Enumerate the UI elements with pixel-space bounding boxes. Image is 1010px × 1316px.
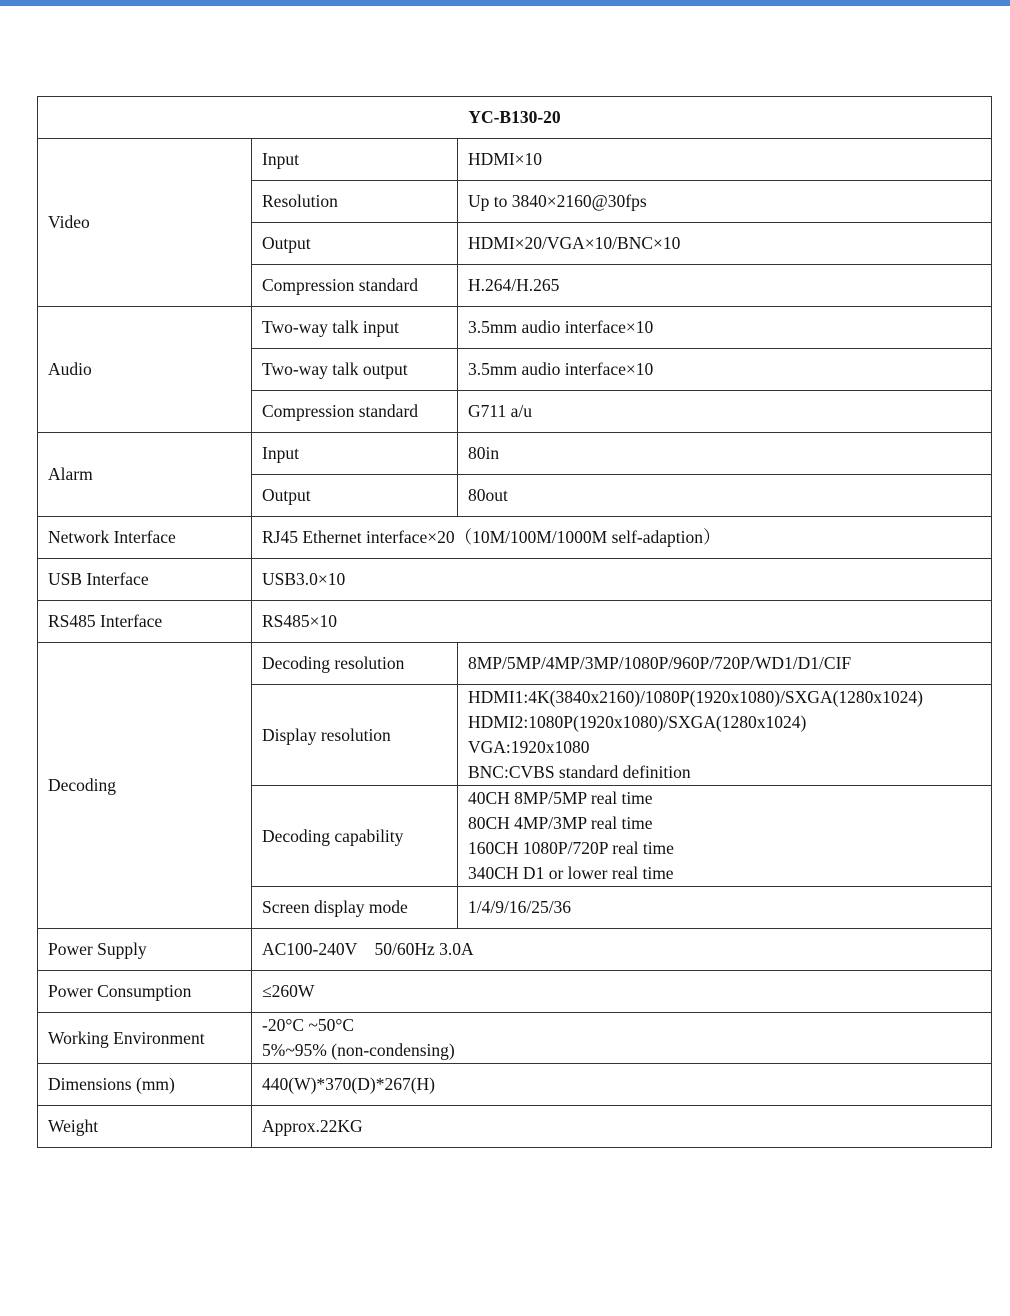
value-line: BNC:CVBS standard definition — [468, 762, 691, 782]
table-row — [38, 601, 992, 643]
value-line: VGA:1920x1080 — [468, 737, 590, 757]
table-row — [38, 1013, 992, 1064]
table-row — [38, 643, 992, 685]
category-dimensions: Dimensions (mm) — [38, 1064, 252, 1106]
spec-value: 3.5mm audio interface×10 — [458, 349, 992, 391]
spec-value: 3.5mm audio interface×10 — [458, 307, 992, 349]
value-line: 160CH 1080P/720P real time — [468, 838, 674, 858]
spec-value-multiline — [458, 685, 992, 786]
spec-value: RS485×10 — [252, 601, 992, 643]
value-line: 340CH D1 or lower real time — [468, 863, 674, 883]
spec-value: H.264/H.265 — [458, 265, 992, 307]
top-accent-bar — [0, 0, 1010, 6]
category-network-interface: Network Interface — [38, 517, 252, 559]
table-row — [38, 971, 992, 1013]
spec-value: USB3.0×10 — [252, 559, 992, 601]
spec-value: HDMI×10 — [458, 139, 992, 181]
category-power-supply: Power Supply — [38, 929, 252, 971]
value-line: HDMI1:4K(3840x2160)/1080P(1920x1080)/SXGA(1280x1024) — [468, 687, 923, 707]
spec-name: Output — [252, 223, 458, 265]
spec-value: Approx.22KG — [252, 1106, 992, 1148]
spec-value: Up to 3840×2160@30fps — [458, 181, 992, 223]
table-row — [38, 139, 992, 181]
category-decoding: Decoding — [38, 643, 252, 929]
spec-name: Decoding capability — [252, 786, 458, 887]
category-weight: Weight — [38, 1106, 252, 1148]
spec-value: 8MP/5MP/4MP/3MP/1080P/960P/720P/WD1/D1/CIF — [458, 643, 992, 685]
value-line: 5%~95% (non-condensing) — [262, 1040, 455, 1060]
spec-value: 1/4/9/16/25/36 — [458, 887, 992, 929]
spec-name: Output — [252, 475, 458, 517]
value-line: 80CH 4MP/3MP real time — [468, 813, 653, 833]
category-rs485-interface: RS485 Interface — [38, 601, 252, 643]
spec-value: RJ45 Ethernet interface×20（10M/100M/1000M self-adaption） — [252, 517, 992, 559]
spec-value: 80out — [458, 475, 992, 517]
category-working-environment: Working Environment — [38, 1013, 252, 1064]
value-line: 40CH 8MP/5MP real time — [468, 788, 653, 808]
spec-name: Two-way talk input — [252, 307, 458, 349]
spec-name: Compression standard — [252, 265, 458, 307]
category-power-consumption: Power Consumption — [38, 971, 252, 1013]
spec-name: Resolution — [252, 181, 458, 223]
spec-name: Compression standard — [252, 391, 458, 433]
category-usb-interface: USB Interface — [38, 559, 252, 601]
spec-value: G711 a/u — [458, 391, 992, 433]
spec-name: Decoding resolution — [252, 643, 458, 685]
spec-name: Input — [252, 433, 458, 475]
table-row — [38, 1106, 992, 1148]
value-line: HDMI2:1080P(1920x1080)/SXGA(1280x1024) — [468, 712, 807, 732]
spec-value: 440(W)*370(D)*267(H) — [252, 1064, 992, 1106]
table-row — [38, 307, 992, 349]
table-row — [38, 559, 992, 601]
spec-name: Display resolution — [252, 685, 458, 786]
model-title: YC-B130-20 — [38, 97, 992, 139]
spec-value: ≤260W — [252, 971, 992, 1013]
table-row — [38, 929, 992, 971]
spec-value: AC100-240V 50/60Hz 3.0A — [252, 929, 992, 971]
spec-name: Input — [252, 139, 458, 181]
spec-name: Screen display mode — [252, 887, 458, 929]
spec-name: Two-way talk output — [252, 349, 458, 391]
value-line: -20°C ~50°C — [262, 1015, 355, 1035]
table-row — [38, 1064, 992, 1106]
category-audio: Audio — [38, 307, 252, 433]
table-row — [38, 433, 992, 475]
category-video: Video — [38, 139, 252, 307]
spec-value: 80in — [458, 433, 992, 475]
spec-value: HDMI×20/VGA×10/BNC×10 — [458, 223, 992, 265]
category-alarm: Alarm — [38, 433, 252, 517]
spec-value-multiline — [252, 1013, 992, 1064]
table-row — [38, 517, 992, 559]
spec-table — [37, 96, 992, 1148]
spec-value-multiline — [458, 786, 992, 887]
table-title-row — [38, 97, 992, 139]
